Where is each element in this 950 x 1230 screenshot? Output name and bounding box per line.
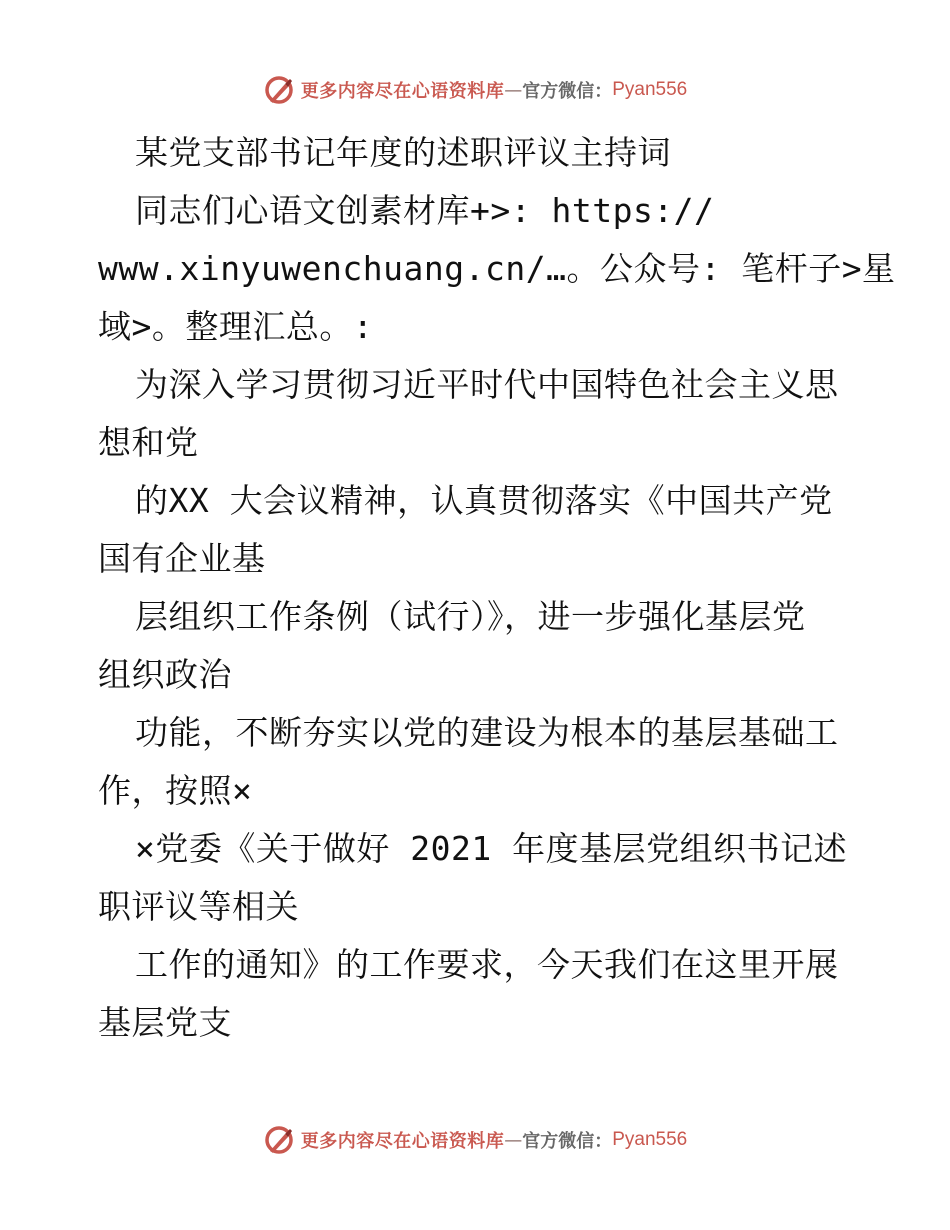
doc-line: 作，按照×	[98, 771, 253, 810]
doc-line: www.xinyuwenchuang.cn/…。公众号: 笔杆子>星	[98, 249, 896, 288]
banner-dash: —	[504, 1129, 523, 1151]
doc-title: 某党支部书记年度的述职评议主持词	[135, 133, 671, 172]
banner-label: 官方微信：	[522, 1131, 613, 1152]
doc-line: 职评议等相关	[98, 887, 299, 926]
banner-text: 更多内容尽在心语资料库	[300, 1131, 505, 1152]
banner-text: 更多内容尽在心语资料库	[300, 81, 505, 102]
banner-id: Pyan556	[612, 79, 688, 100]
pen-logo-icon	[263, 74, 295, 106]
doc-line: 组织政治	[98, 655, 232, 694]
doc-line: 功能，不断夯实以党的建设为根本的基层基础工	[135, 713, 839, 752]
banner-dash: —	[504, 79, 523, 101]
doc-line: 为深入学习贯彻习近平时代中国特色社会主义思	[135, 365, 839, 404]
doc-line: 基层党支	[98, 1003, 232, 1042]
doc-line: 的XX 大会议精神，认真贯彻落实《中国共产党	[135, 481, 833, 520]
doc-line: 域>。整理汇总。:	[98, 307, 374, 346]
banner-label: 官方微信：	[522, 81, 613, 102]
footer-banner	[0, 1120, 950, 1160]
doc-line: ×党委《关于做好 2021 年度基层党组织书记述	[135, 829, 848, 868]
document-body	[98, 124, 896, 1052]
doc-line: 想和党	[98, 423, 199, 462]
banner-id: Pyan556	[612, 1129, 688, 1150]
doc-line: 国有企业基	[98, 539, 266, 578]
doc-line: 同志们心语文创素材库+>: https://	[135, 191, 715, 230]
header-banner	[0, 70, 950, 110]
doc-line: 层组织工作条例（试行）》，进一步强化基层党	[135, 597, 806, 636]
doc-line: 工作的通知》的工作要求，今天我们在这里开展	[135, 945, 839, 984]
pen-logo-icon	[263, 1124, 295, 1156]
